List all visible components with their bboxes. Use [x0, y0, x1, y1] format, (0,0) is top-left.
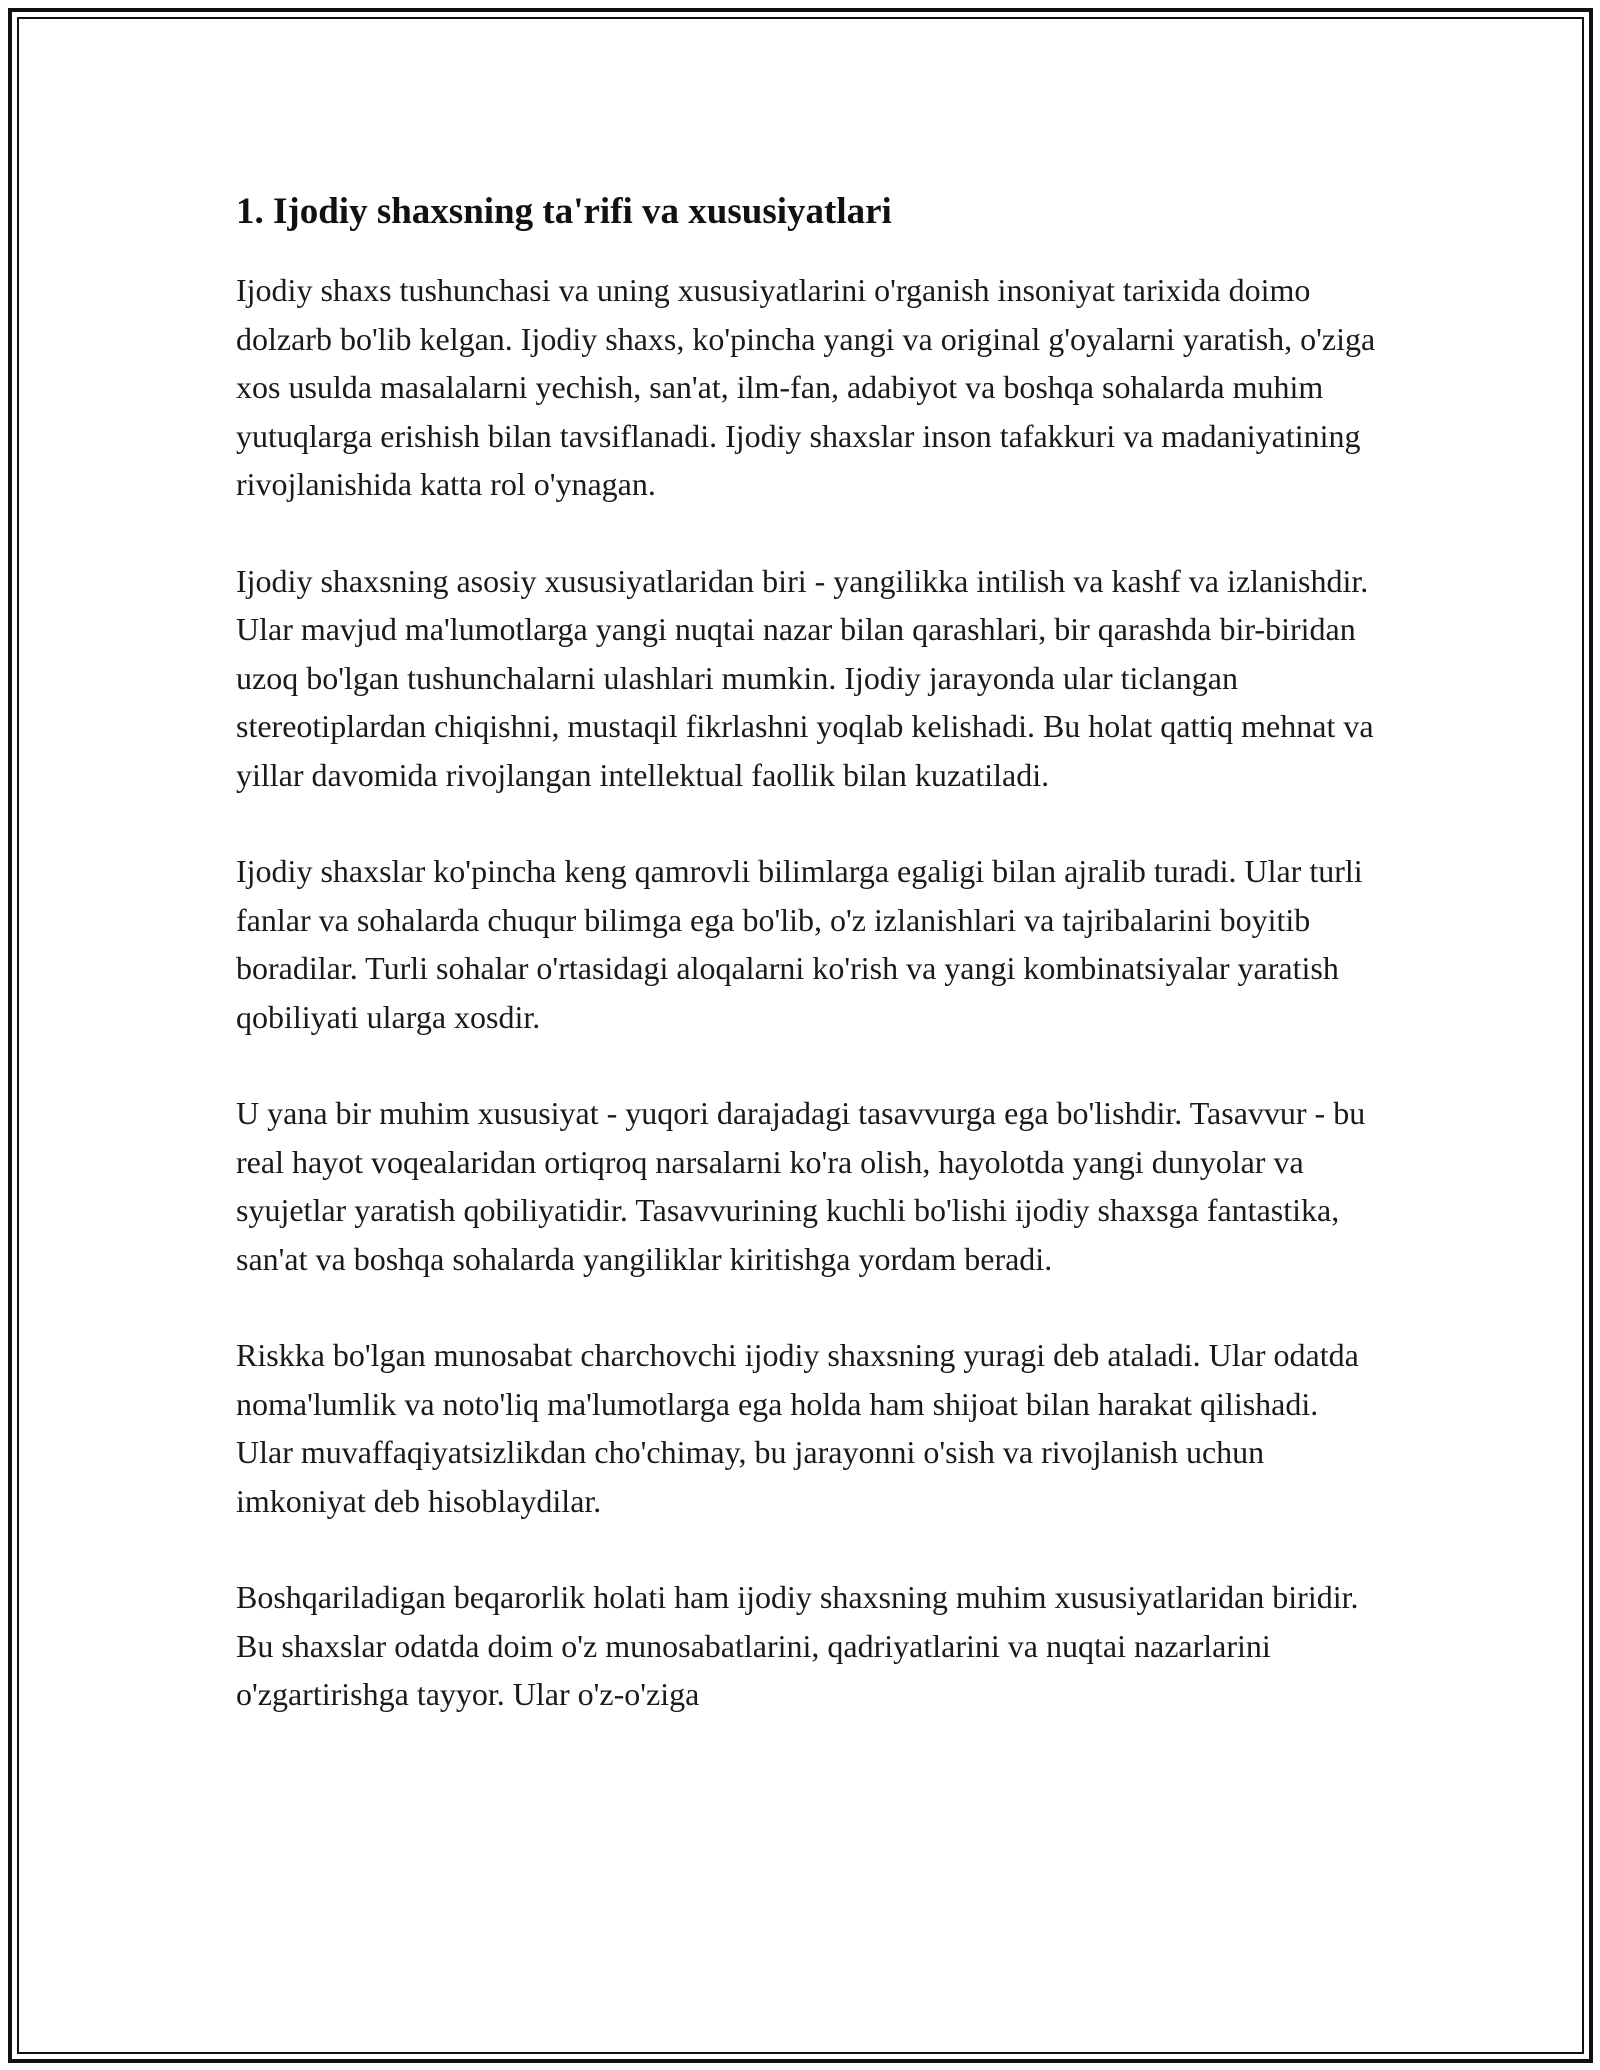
paragraph-3: Ijodiy shaxslar ko'pincha keng qamrovli bilimlarga egaligi bilan ajralib turadi. Ular turli fanlar va sohalarda chuqur bilimga ega bo'lib, o'z izlanishlari va tajribalarini boyitib boradilar. Turli sohalar o'rtasidagi aloqalarni ko'rish va yangi kombinatsiyalar yaratish qobiliyati ularga xosdir. — [236, 853, 1363, 1035]
paragraph-1: Ijodiy shaxs tushunchasi va uning xususiyatlarini o'rganish insoniyat tarixida doimo dolzarb bo'lib kelgan. Ijodiy shaxs, ko'pincha yangi va original g'oyalarni yaratish, o'ziga xos usulda masalalarni yechish, san'at, ilm-fan, adabiyot va boshqa sohalarda muhim yutuqlarga erishish bilan tavsiflanadi. Ijodiy shaxslar inson tafakkuri va madaniyatining rivojlanishida katta rol o'ynagan. — [236, 272, 1376, 502]
paragraph-2: Ijodiy shaxsning asosiy xususiyatlaridan biri - yangilikka intilish va kashf va izlanishdir. Ular mavjud ma'lumotlarga yangi nuqtai nazar bilan qarashlari, bir qarashda bir-biridan uzoq bo'lgan tushunchalarni ulashlari mumkin. Ijodiy jarayonda ular ticlangan stereotiplardan chiqishni, mustaqil fikrlashni yoqlab kelishadi. Bu holat qattiq mehnat va yillar davomida rivojlangan intellektual faollik bilan kuzatiladi. — [236, 562, 1374, 793]
paragraph-5: Riskka bo'lgan munosabat charchovchi ijodiy shaxsning yuragi deb ataladi. Ular odatda noma'lumlik va noto'liq ma'lumotlarga ega holda ham shijoat bilan harakat qilishadi. Ular muvaffaqiyatsizlikdan cho'chimay, bu jarayonni o'sish va rivojlanish uchun imkoniyat deb hisoblaydilar. — [236, 1337, 1359, 1519]
document-page — [236, 186, 1376, 1767]
section-heading: 1. Ijodiy shaxsning ta'rifi va xususiyatlari — [236, 191, 892, 232]
paragraph-4: U yana bir muhim xususiyat - yuqori darajadagi tasavvurga ega bo'lishdir. Tasavvur - bu real hayot voqealaridan ortiqroq narsalarni ko'ra olish, hayolotda yangi dunyolar va syujetlar yaratish qobiliyatidir. Tasavvurining kuchli bo'lishi ijodiy shaxsga fantastika, san'at va boshqa sohalarda yangiliklar kiritishga yordam beradi. — [236, 1095, 1366, 1277]
paragraph-6: Boshqariladigan beqarorlik holati ham ijodiy shaxsning muhim xususiyatlaridan biridir. Bu shaxslar odatda doim o'z munosabatlarini, qadriyatlarini va nuqtai nazarlarini o'zgartirishga tayyor. Ular o'z-o'ziga — [236, 1579, 1359, 1712]
